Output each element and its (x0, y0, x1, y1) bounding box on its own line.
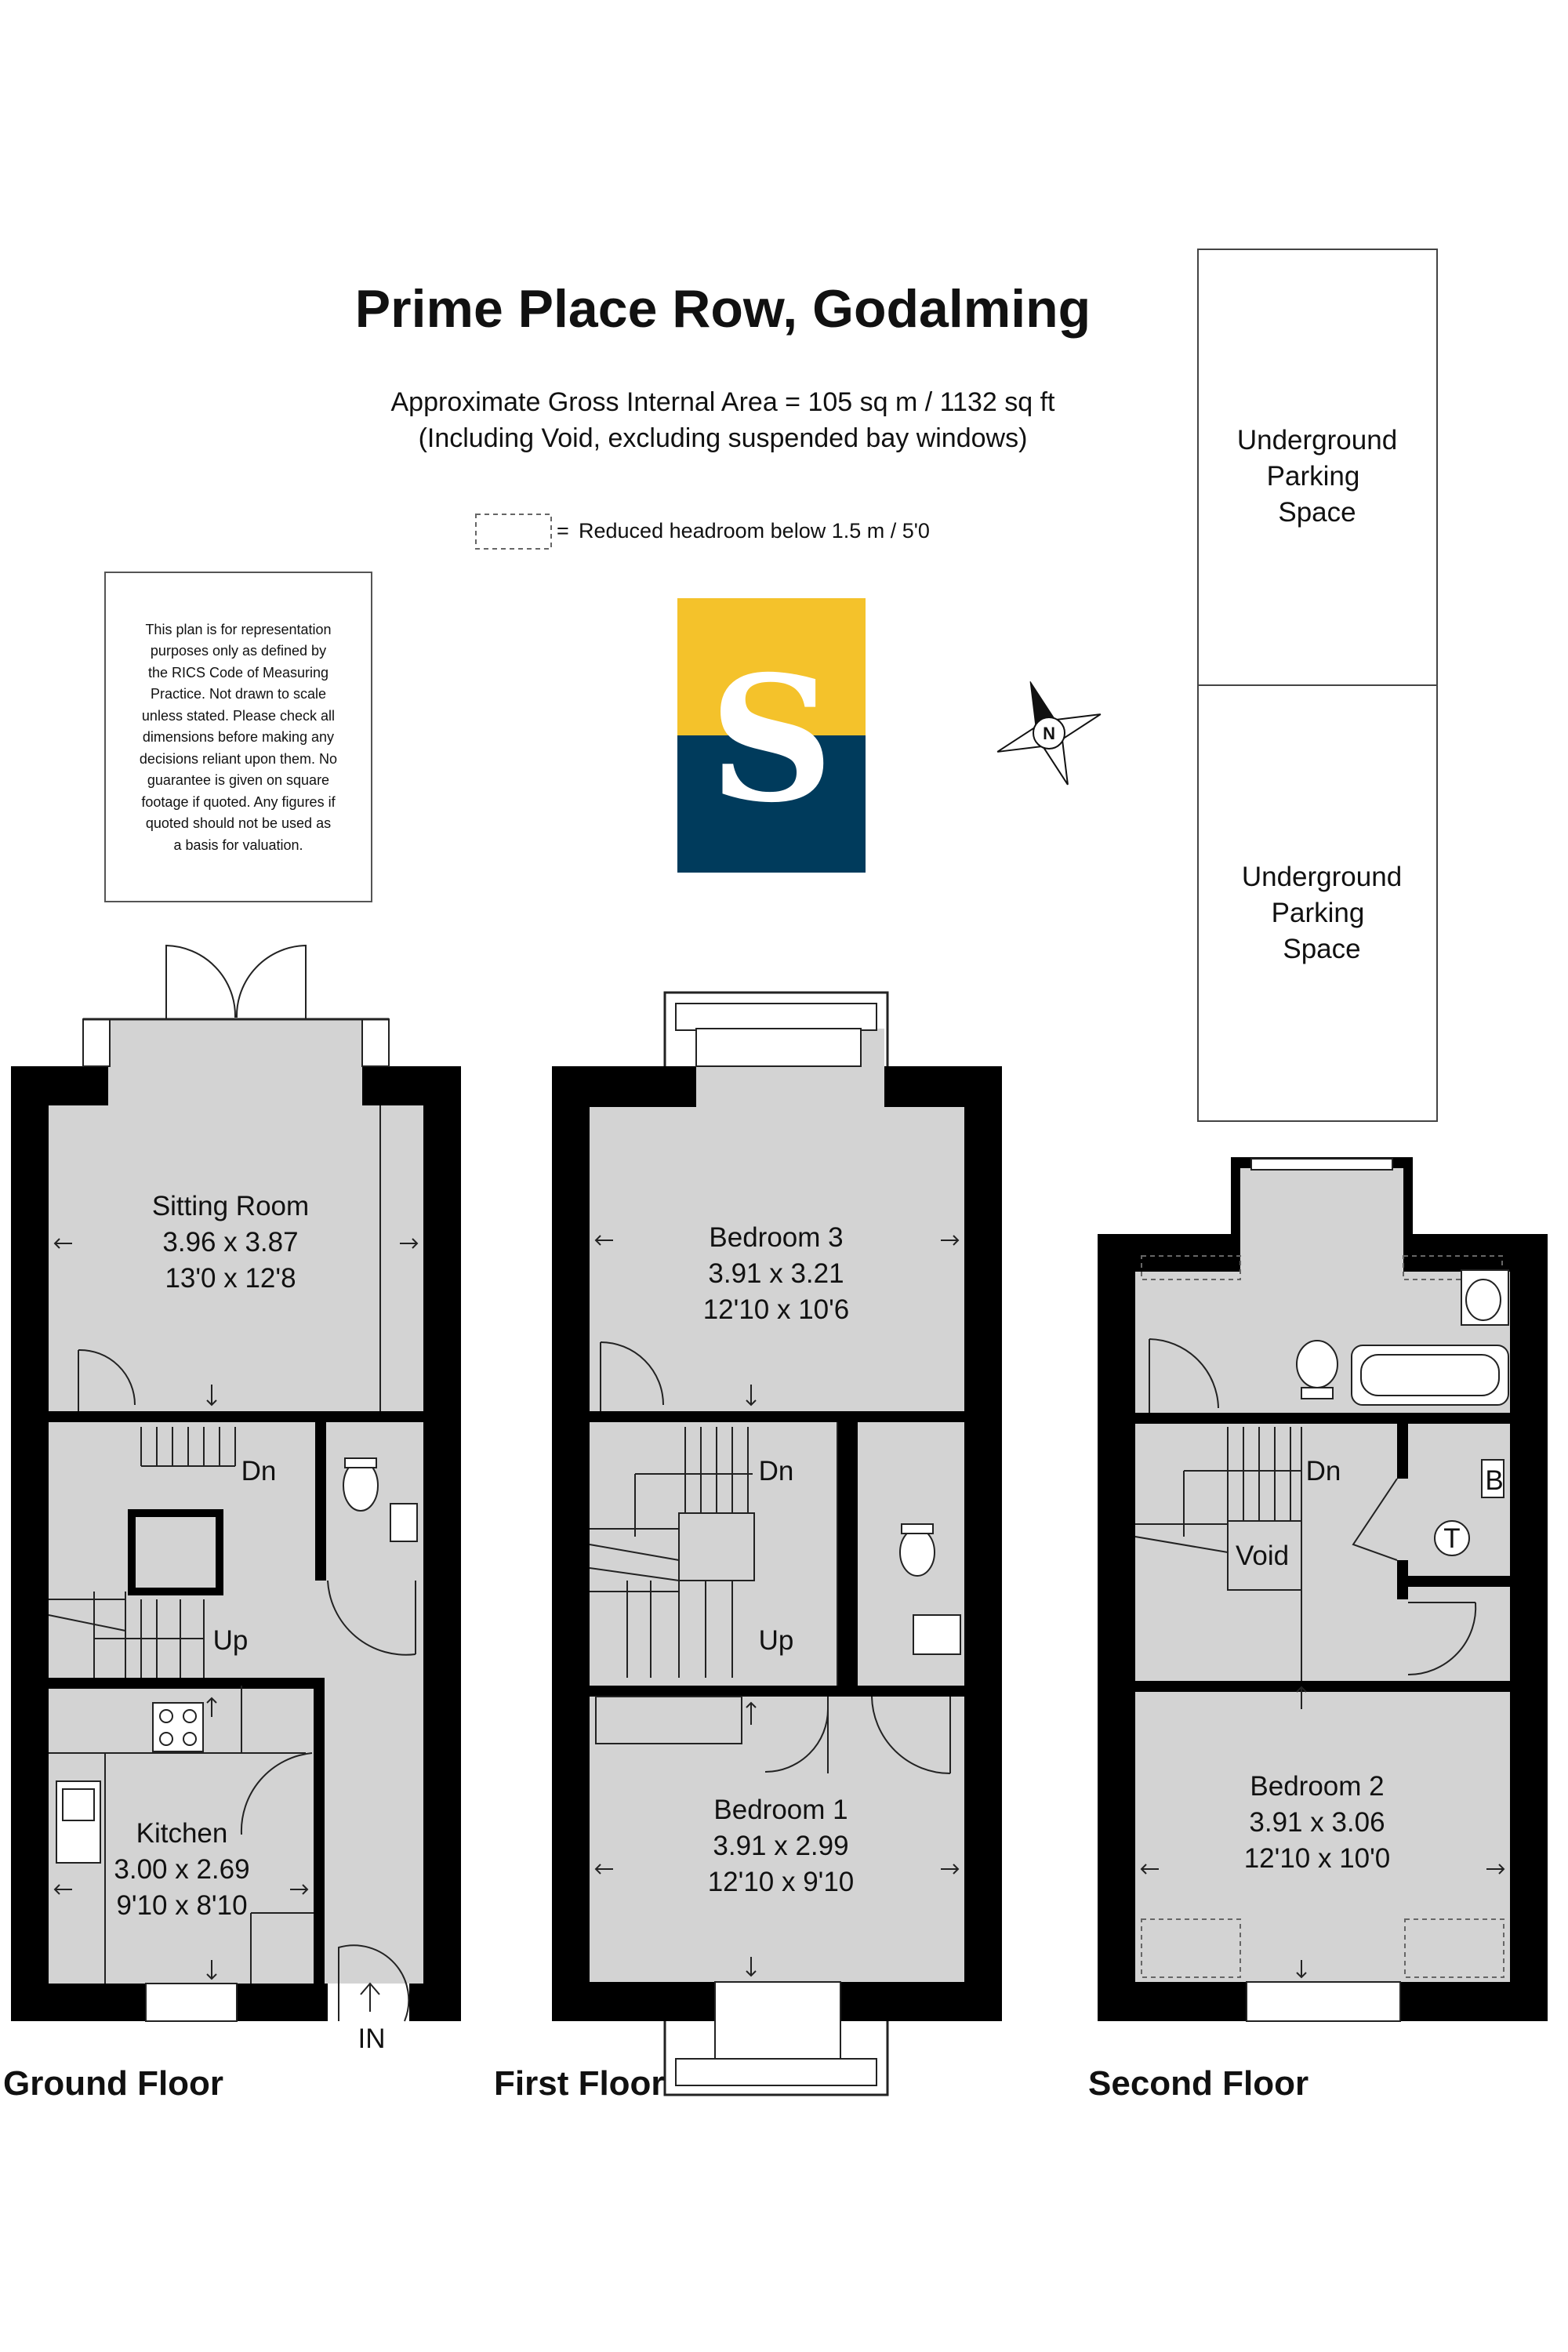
disclaimer-line: unless stated. Please check all (141, 708, 336, 724)
sitting-room-name: Sitting Room (151, 1191, 310, 1221)
disclaimer-line: guarantee is given on square (147, 772, 330, 788)
disclaimer-line: the RICS Code of Measuring (147, 665, 329, 681)
page-title: Prime Place Row, Godalming (354, 279, 1091, 339)
bedroom2-name: Bedroom 2 (1250, 1771, 1385, 1802)
compass-rose (994, 678, 1104, 788)
disclaimer-line: Practice. Not drawn to scale (150, 686, 327, 702)
area-line-2: (Including Void, excluding suspended bay windows) (418, 423, 1028, 453)
second-floor-plan (1098, 1157, 1548, 2021)
parking-label: Underground (1236, 425, 1398, 456)
legend-swatch (476, 514, 551, 549)
legend-equals: = (557, 519, 569, 543)
bedroom3-name: Bedroom 3 (709, 1222, 844, 1253)
ground-stairs-down: Dn (241, 1456, 277, 1486)
legend-text: Reduced headroom below 1.5 m / 5'0 (579, 519, 930, 543)
parking-label: Space (1283, 934, 1361, 964)
second-stairs-down: Dn (1305, 1456, 1341, 1486)
disclaimer-line: decisions reliant upon them. No (139, 751, 338, 767)
disclaimer-line: a basis for valuation. (173, 837, 303, 853)
first-stairs-up: Up (758, 1625, 794, 1656)
tank-label: T (1443, 1523, 1461, 1554)
sitting-room-metric: 3.96 x 3.87 (162, 1227, 299, 1258)
parking-label: Space (1278, 497, 1356, 528)
logo-letter: S (709, 637, 834, 840)
first-stairs-down: Dn (758, 1456, 794, 1486)
sitting-room-imperial: 13'0 x 12'8 (165, 1263, 296, 1294)
disclaimer-line: quoted should not be used as (145, 815, 332, 831)
disclaimer-box (105, 572, 372, 902)
second-floor-label: Second Floor (1088, 2064, 1309, 2103)
agency-logo (677, 598, 866, 873)
bedroom1-imperial: 12'10 x 9'10 (707, 1867, 855, 1897)
parking-area (1198, 249, 1437, 1121)
disclaimer-line: This plan is for representation (145, 622, 332, 637)
kitchen-metric: 3.00 x 2.69 (114, 1854, 250, 1885)
headroom-legend (476, 514, 930, 549)
compass-label: N (1043, 724, 1055, 743)
area-line-1: Approximate Gross Internal Area = 105 sq m / 1132 sq ft (390, 387, 1055, 417)
first-floor-label: First Floor (494, 2064, 665, 2103)
parking-label: Parking (1266, 461, 1360, 492)
parking-label: Parking (1271, 898, 1365, 928)
bedroom1-name: Bedroom 1 (713, 1795, 848, 1825)
bedroom3-imperial: 12'10 x 10'6 (702, 1294, 850, 1325)
ground-floor-label: Ground Floor (3, 2064, 224, 2103)
bedroom3-metric: 3.91 x 3.21 (708, 1258, 844, 1289)
bedroom1-metric: 3.91 x 2.99 (713, 1831, 849, 1861)
void-label: Void (1235, 1541, 1290, 1571)
ground-stairs-up: Up (212, 1625, 249, 1656)
bedroom2-imperial: 12'10 x 10'0 (1243, 1843, 1391, 1874)
entrance-label: IN (358, 2024, 386, 2054)
parking-label: Underground (1241, 862, 1403, 892)
ground-floor-plan (11, 946, 461, 2054)
kitchen-name: Kitchen (136, 1818, 228, 1849)
first-floor-plan (552, 993, 1002, 2095)
disclaimer-line: dimensions before making any (142, 729, 335, 745)
kitchen-imperial: 9'10 x 8'10 (116, 1890, 248, 1921)
disclaimer-line: purposes only as defined by (150, 643, 327, 659)
boiler-label: B (1485, 1465, 1504, 1496)
disclaimer-line: footage if quoted. Any figures if (141, 794, 336, 810)
bedroom2-metric: 3.91 x 3.06 (1249, 1807, 1385, 1838)
